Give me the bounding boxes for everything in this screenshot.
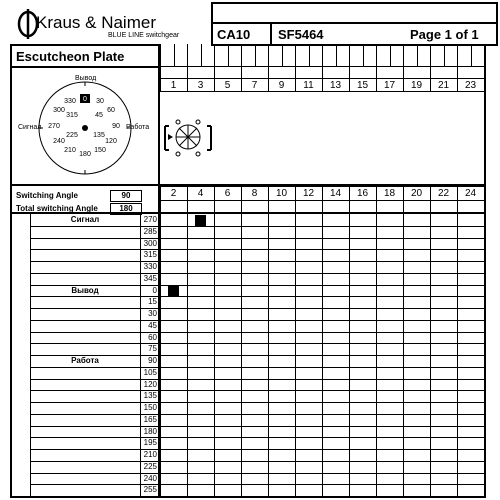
brand-name: Kraus & Naimer [36, 13, 156, 32]
svg-text:150: 150 [94, 147, 106, 154]
total-angle-value: 180 [110, 203, 142, 215]
svg-text:60: 60 [107, 107, 115, 114]
column-number-bottom: 4 [197, 188, 204, 199]
dial-label-right: Работа [126, 124, 150, 131]
column-number-top: 17 [383, 80, 396, 91]
column-number-top: 21 [437, 80, 450, 91]
row-angle: 90 [148, 356, 157, 365]
column-number-bottom: 2 [170, 188, 177, 199]
row-angle: 240 [143, 473, 157, 483]
switching-angle-label: Switching Angle [16, 191, 78, 200]
column-number-top: 23 [464, 80, 477, 91]
row-angle: 255 [143, 485, 157, 495]
row-angle: 15 [148, 297, 157, 307]
column-number-bottom: 6 [224, 188, 231, 199]
brand-tagline: BLUE LINE switchgear [108, 32, 180, 39]
row-angle: 270 [143, 215, 157, 224]
svg-text:210: 210 [64, 147, 76, 154]
escutcheon-title: Escutcheon Plate [16, 49, 125, 64]
column-number-top: 19 [410, 80, 423, 91]
row-angle: 285 [143, 226, 157, 236]
row-angle: 75 [148, 344, 157, 354]
svg-text:0: 0 [83, 96, 87, 103]
row-angle: 30 [148, 309, 157, 318]
row-angle: 300 [143, 238, 157, 248]
column-number-bottom: 14 [329, 188, 342, 199]
column-number-top: 7 [251, 80, 258, 91]
row-angle: 330 [143, 262, 157, 271]
product-code: SF5464 [278, 27, 324, 42]
svg-text:30: 30 [96, 98, 104, 105]
row-angle: 225 [143, 461, 157, 471]
row-angle: 315 [143, 250, 157, 260]
contact-closed-mark [168, 286, 179, 297]
svg-text:300: 300 [53, 107, 65, 114]
row-angle: 150 [143, 403, 157, 412]
svg-text:330: 330 [64, 98, 76, 105]
svg-text:270: 270 [48, 123, 60, 130]
column-number-top: 11 [303, 80, 314, 91]
contact-closed-mark [195, 215, 206, 226]
column-number-bottom: 18 [383, 188, 396, 199]
contact-diagram [160, 110, 216, 162]
series-code: CA10 [217, 27, 251, 42]
column-number-bottom: 16 [356, 188, 369, 199]
column-number-bottom: 24 [464, 188, 477, 199]
svg-text:180: 180 [79, 151, 91, 158]
svg-text:135: 135 [93, 132, 105, 139]
position-label: Вывод [71, 285, 99, 295]
row-angle: 45 [148, 320, 157, 330]
position-label: Сигнал [70, 215, 100, 224]
column-number-top: 13 [329, 80, 342, 91]
column-number-bottom: 12 [302, 188, 315, 199]
row-angle: 135 [143, 391, 157, 401]
row-angle: 0 [152, 285, 157, 295]
column-number-top: 15 [356, 80, 369, 91]
row-angle: 120 [143, 379, 157, 389]
svg-text:45: 45 [95, 112, 103, 119]
dial-label-top: Вывод [75, 75, 97, 82]
column-number-top: 5 [224, 80, 231, 91]
row-angle: 210 [143, 450, 157, 459]
page-indicator: Page 1 of 1 [410, 27, 479, 42]
column-number-top: 1 [170, 80, 177, 91]
row-angle: 105 [143, 367, 157, 377]
column-number-top: 9 [278, 80, 285, 91]
row-angle: 165 [143, 414, 157, 424]
column-number-top: 3 [197, 80, 204, 91]
column-number-bottom: 20 [410, 188, 423, 199]
total-angle-label: Total switching Angle [16, 204, 98, 213]
column-number-bottom: 8 [251, 188, 258, 199]
position-label: Работа [71, 356, 99, 365]
column-number-bottom: 10 [275, 188, 288, 199]
row-angle: 60 [148, 332, 157, 342]
row-angle: 195 [143, 438, 157, 448]
svg-text:225: 225 [66, 132, 78, 139]
svg-text:240: 240 [53, 138, 65, 145]
switching-angle-value: 90 [110, 190, 142, 202]
svg-text:90: 90 [112, 123, 120, 130]
column-number-bottom: 22 [437, 188, 450, 199]
svg-text:315: 315 [66, 112, 78, 119]
svg-text:120: 120 [105, 138, 117, 145]
row-angle: 345 [143, 273, 157, 283]
dial-label-left: Сигнал [18, 124, 42, 131]
row-angle: 180 [143, 426, 157, 436]
